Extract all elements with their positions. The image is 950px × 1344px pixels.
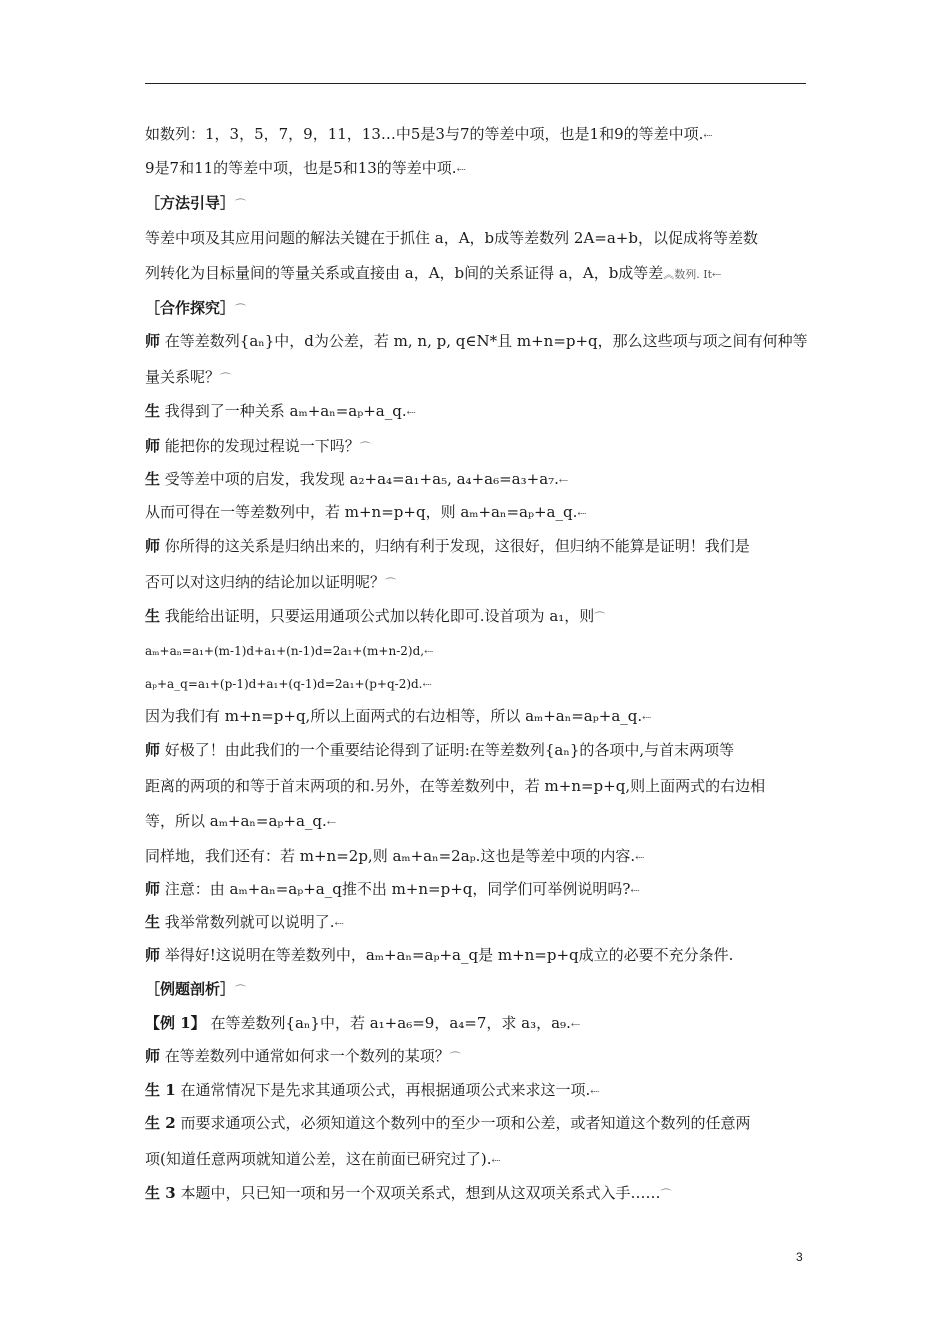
line-text: 好极了！由此我们的一个重要结论得到了证明:在等差数列{aₙ}的各项中,与首末两项等 [160, 741, 735, 759]
speaker-label: 生 [145, 607, 161, 625]
line-text: 9是7和11的等差中项，也是5和13的等差中项. [145, 159, 457, 177]
text-line [145, 469, 815, 491]
text-line [145, 401, 815, 423]
text-line [145, 811, 815, 833]
line-text: 而要求通项公式，必须知道这个数列中的至少一项和公差，或者知道这个数列的任意两 [175, 1114, 751, 1132]
edit-mark-icon: ⇠ [590, 1085, 600, 1098]
speaker-label: 生 [145, 913, 161, 931]
page-number: 3 [796, 1250, 803, 1264]
line-text: 等，所以 aₘ+aₙ=aₚ+a_q. [145, 812, 327, 830]
line-text: 我举常数列就可以说明了. [160, 913, 335, 931]
speaker-label: ［例题剖析］ [145, 980, 236, 998]
speaker-label: 师 [145, 437, 161, 455]
header-rule [145, 83, 806, 84]
text-line [145, 979, 815, 1001]
line-text: 在通常情况下是先求其通项公式，再根据通项公式来求这一项. [175, 1081, 591, 1099]
line-text: 从而可得在一等差数列中，若 m+n=p+q，则 aₘ+aₙ=aₚ+a_q. [145, 503, 578, 521]
edit-mark-icon: ⇠ [558, 474, 569, 487]
text-line [145, 1183, 815, 1205]
text-line [145, 606, 815, 628]
edit-mark-icon: ⇠ [577, 507, 587, 520]
line-text: 我得到了一种关系 aₘ+aₙ=aₚ+a_q. [160, 402, 407, 420]
line-text: 在等差数列{aₙ}中，若 a₁+a₆=9，a₄=7，求 a₃，a₉. [205, 1014, 571, 1032]
text-line [145, 124, 815, 146]
edit-mark-icon: ⇠ [703, 129, 713, 142]
line-text: 等差中项及其应用问题的解法关键在于抓住 a，A，b成等差数列 2A=a+b，以促成将等差数 [145, 229, 758, 247]
speaker-label: 生 2 [145, 1114, 176, 1132]
speaker-label: 生 [145, 470, 161, 488]
text-line [145, 640, 815, 662]
line-text: 在等差数列{aₙ}中，d为公差，若 m, n, p, q∈N*且 m+n=p+q，那么这些项与项之间有何种等 [160, 332, 808, 350]
text-line [145, 706, 815, 728]
speaker-label: 生 [145, 402, 161, 420]
text-line [145, 436, 815, 458]
edit-mark-icon: ⇠ [334, 917, 344, 930]
edit-mark-icon: ︽数列. It⇠ [663, 268, 722, 281]
speaker-label: 师 [145, 880, 161, 898]
speaker-label: 师 [145, 537, 161, 555]
text-line [145, 158, 815, 180]
line-text: 我能给出证明，只要运用通项公式加以转化即可.设首项为 a₁，则 [160, 607, 595, 625]
text-line [145, 1113, 815, 1133]
line-text: aₚ+a_q=a₁+(p-1)d+a₁+(q-1)d=2a₁+(p+q-2)d. [145, 677, 423, 691]
text-line [145, 879, 815, 901]
edit-mark-icon: ⌒ [235, 198, 247, 211]
text-line [145, 776, 815, 796]
text-line [145, 1149, 815, 1171]
text-line [145, 502, 815, 524]
text-line [145, 298, 815, 320]
edit-mark-icon: ⇠ [570, 1018, 581, 1031]
speaker-label: 师 [145, 332, 161, 350]
text-line [145, 572, 815, 594]
speaker-label: 师 [145, 1047, 161, 1065]
edit-mark-icon: ⇠ [326, 816, 337, 829]
edit-mark-icon: ⌒ [235, 303, 247, 316]
edit-mark-icon: ⇠ [635, 851, 645, 864]
text-line [145, 331, 815, 351]
edit-mark-icon: ⌒ [449, 1051, 461, 1064]
text-line [145, 263, 815, 285]
speaker-label: 生 3 [145, 1184, 176, 1202]
speaker-label: 生 1 [145, 1081, 176, 1099]
line-text: 否可以对这归纳的结论加以证明呢？ [145, 573, 386, 591]
line-text: 项(知道任意两项就知道公差，这在前面已研究过了). [145, 1150, 492, 1168]
text-line [145, 945, 815, 965]
edit-mark-icon: ⌒ [660, 1188, 672, 1201]
edit-mark-icon: ⌒ [220, 372, 232, 385]
text-line [145, 673, 815, 695]
line-text: 列转化为目标量间的等量关系或直接由 a，A，b间的关系证得 a，A，b成等差 [145, 264, 664, 282]
line-text: 同样地，我们还有：若 m+n=2p,则 aₘ+aₙ=2aₚ.这也是等差中项的内容. [145, 847, 636, 865]
line-text: 能把你的发现过程说一下吗？ [160, 437, 360, 455]
edit-mark-icon: ⇠ [422, 678, 432, 691]
text-line [145, 193, 815, 215]
speaker-label: 师 [145, 741, 161, 759]
edit-mark-icon: ⌒ [235, 984, 247, 997]
edit-mark-icon: ⇠ [642, 711, 652, 724]
line-text: 距离的两项的和等于首末两项的和.另外，在等差数列中，若 m+n=p+q,则上面两式的右边相 [145, 777, 766, 795]
line-text: 本题中，只已知一项和另一个双项关系式，想到从这双项关系式入手…… [175, 1184, 661, 1202]
text-line [145, 846, 815, 868]
line-text: 如数列：1，3，5，7，9，11，13…中5是3与7的等差中项，也是1和9的等差中项. [145, 125, 704, 143]
text-line [145, 228, 815, 248]
speaker-label: 【例 1】 [145, 1014, 206, 1032]
edit-mark-icon: ⌒ [359, 441, 371, 454]
edit-mark-icon: ⇠ [424, 645, 434, 658]
speaker-label: ［方法引导］ [145, 194, 236, 212]
text-line [145, 740, 815, 760]
edit-mark-icon: ⇠ [456, 163, 466, 176]
line-text: 量关系呢？ [145, 368, 221, 386]
edit-mark-icon: ⌒ [594, 611, 606, 624]
text-line [145, 912, 815, 934]
speaker-label: 师 [145, 946, 161, 964]
edit-mark-icon: ⇠ [630, 884, 640, 897]
line-text: 你所得的这关系是归纳出来的，归纳有利于发现，这很好，但归纳不能算是证明！我们是 [160, 537, 750, 555]
line-text: 注意：由 aₘ+aₙ=aₚ+a_q推不出 m+n=p+q，同学们可举例说明吗? [160, 880, 631, 898]
text-line [145, 367, 815, 389]
line-text: 受等差中项的启发，我发现 a₂+a₄=a₁+a₅, a₄+a₆=a₃+a₇. [160, 470, 559, 488]
text-line [145, 536, 815, 556]
line-text: 举得好!这说明在等差数列中，aₘ+aₙ=aₚ+a_q是 m+n=p+q成立的必要不充分条件. [160, 946, 734, 964]
edit-mark-icon: ⇠ [491, 1154, 501, 1167]
text-line [145, 1046, 815, 1068]
line-text: 在等差数列中通常如何求一个数列的某项？ [160, 1047, 450, 1065]
line-text: 因为我们有 m+n=p+q,所以上面两式的右边相等，所以 aₘ+aₙ=aₚ+a_q. [145, 707, 643, 725]
line-text: aₘ+aₙ=a₁+(m-1)d+a₁+(n-1)d=2a₁+(m+n-2)d, [145, 644, 425, 658]
edit-mark-icon: ⇠ [406, 406, 416, 419]
speaker-label: ［合作探究］ [145, 299, 236, 317]
edit-mark-icon: ⌒ [385, 577, 397, 590]
text-line [145, 1013, 815, 1035]
text-line [145, 1080, 815, 1102]
